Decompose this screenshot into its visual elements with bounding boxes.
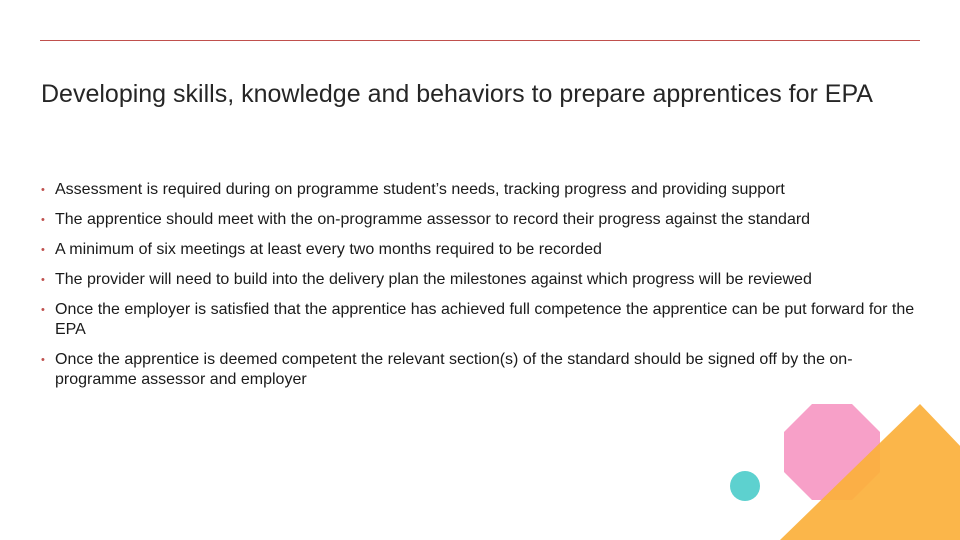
teal-circle-shape xyxy=(730,471,760,501)
bullet-text: Once the employer is satisfied that the apprentice has achieved full competence the apprentice can be put forward for the EPA xyxy=(55,301,915,338)
bullet-icon: • xyxy=(41,274,45,286)
bullet-icon: • xyxy=(41,214,45,226)
bullet-text: The apprentice should meet with the on-programme assessor to record their progress against the standard xyxy=(55,211,811,228)
bullet-icon: • xyxy=(41,184,45,196)
bullet-text: A minimum of six meetings at least every two months required to be recorded xyxy=(55,241,602,258)
bullet-icon: • xyxy=(41,304,45,316)
bullet-icon: • xyxy=(41,354,45,366)
bullet-text: The provider will need to build into the delivery plan the milestones against which progress will be reviewed xyxy=(55,271,812,288)
bullet-text: Once the apprentice is deemed competent the relevant section(s) of the standard should be signed off by the on-programme assessor and employer xyxy=(55,351,853,388)
bullet-text: Assessment is required during on programme student’s needs, tracking progress and providing support xyxy=(55,181,785,198)
bullet-icon: • xyxy=(41,244,45,256)
slide-title: Developing skills, knowledge and behaviors to prepare apprentices for EPA xyxy=(41,80,873,108)
